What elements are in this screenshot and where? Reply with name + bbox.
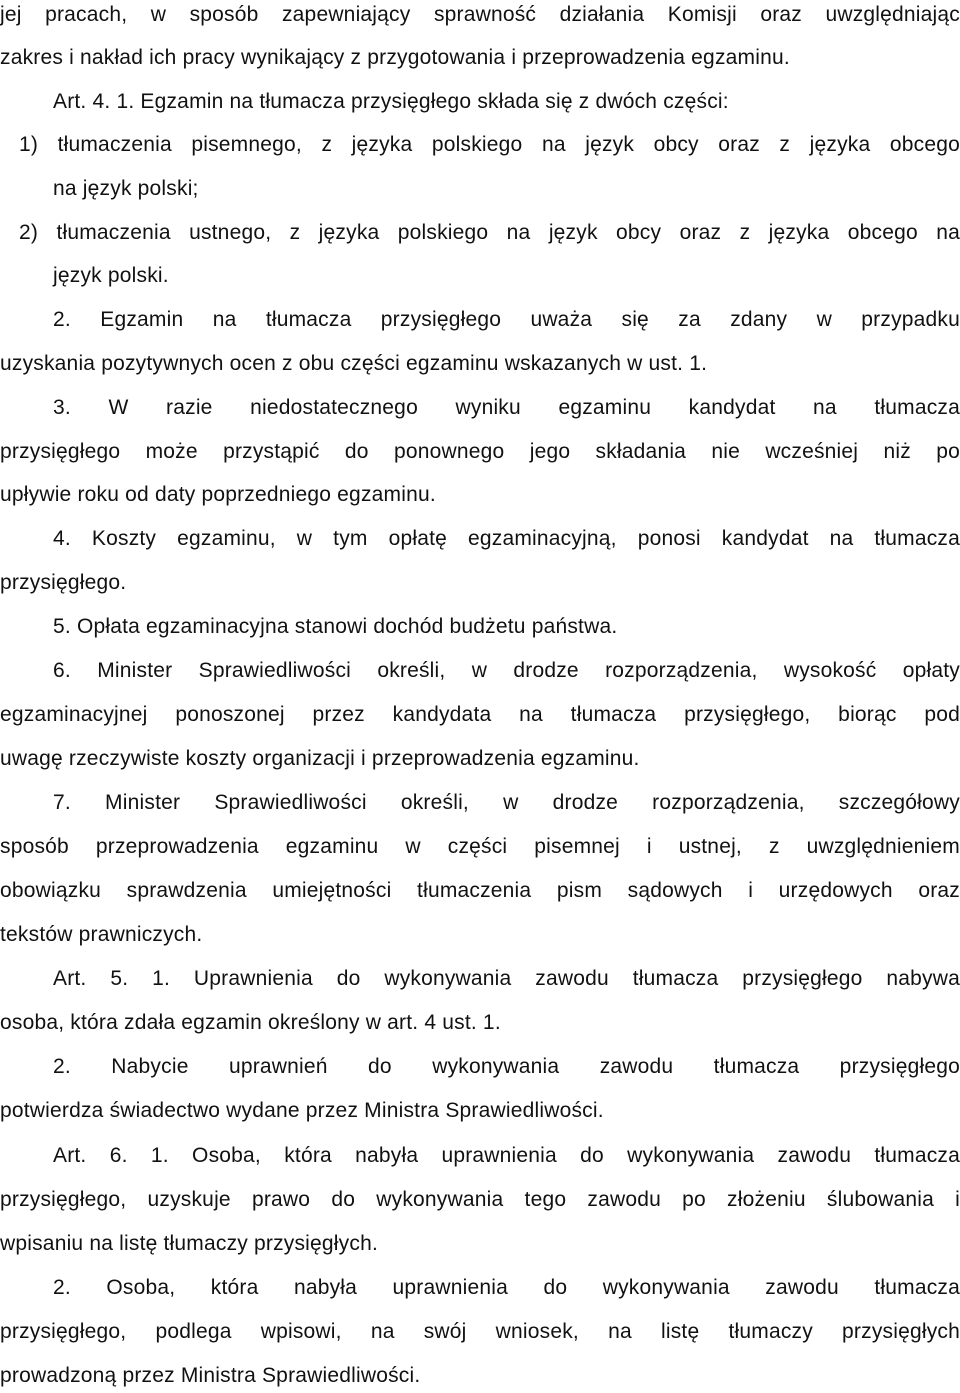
list-item: 2) tłumaczenia ustnego, z języka polskiego na język obcy oraz z języka obcego na <box>19 221 960 244</box>
text-line: egzaminacyjnej ponoszonej przez kandydata na tłumacza przysięgłego, biorąc pod <box>0 703 960 726</box>
list-item-continuation: język polski. <box>53 264 169 287</box>
list-item-continuation: na język polski; <box>53 177 199 200</box>
paragraph-start-line: 2. Osoba, która nabyła uprawnienia do wykonywania zawodu tłumacza <box>53 1276 960 1299</box>
paragraph-start-line: 5. Opłata egzaminacyjna stanowi dochód budżetu państwa. <box>53 615 618 638</box>
text-line: obowiązku sprawdzenia umiejętności tłumaczenia pism sądowych i urzędowych oraz <box>0 879 960 902</box>
text-line: zakres i nakład ich pracy wynikający z przygotowania i przeprowadzenia egzaminu. <box>0 46 790 69</box>
paragraph-start-line: 2. Nabycie uprawnień do wykonywania zawodu tłumacza przysięgłego <box>53 1055 960 1078</box>
list-item: 1) tłumaczenia pisemnego, z języka polskiego na język obcy oraz z języka obcego <box>19 133 960 156</box>
paragraph-start-line: 4. Koszty egzaminu, w tym opłatę egzaminacyjną, ponosi kandydat na tłumacza <box>53 527 960 550</box>
text-line: przysięgłego. <box>0 571 127 594</box>
article-heading-line: Art. 6. 1. Osoba, która nabyła uprawnienia do wykonywania zawodu tłumacza <box>53 1144 960 1167</box>
text-line: sposób przeprowadzenia egzaminu w części pisemnej i ustnej, z uwzględnieniem <box>0 835 960 858</box>
paragraph-start-line: 7. Minister Sprawiedliwości określi, w drodze rozporządzenia, szczegółowy <box>53 791 960 814</box>
text-line: uzyskania pozytywnych ocen z obu części egzaminu wskazanych w ust. 1. <box>0 352 708 375</box>
paragraph-start-line: 3. W razie niedostatecznego wyniku egzaminu kandydat na tłumacza <box>53 396 960 419</box>
article-heading-line: Art. 4. 1. Egzamin na tłumacza przysięgłego składa się z dwóch części: <box>53 90 729 113</box>
text-line: jej pracach, w sposób zapewniający sprawność działania Komisji oraz uwzględniając <box>0 3 960 26</box>
article-heading-line: Art. 5. 1. Uprawnienia do wykonywania zawodu tłumacza przysięgłego nabywa <box>53 967 960 990</box>
text-line: uwagę rzeczywiste koszty organizacji i przeprowadzenia egzaminu. <box>0 747 640 770</box>
text-line: potwierdza świadectwo wydane przez Ministra Sprawiedliwości. <box>0 1099 604 1122</box>
text-line: przysięgłego może przystąpić do ponownego jego składania nie wcześniej niż po <box>0 440 960 463</box>
paragraph-start-line: 2. Egzamin na tłumacza przysięgłego uważa się za zdany w przypadku <box>53 308 960 331</box>
text-line: przysięgłego, podlega wpisowi, na swój wniosek, na listę tłumaczy przysięgłych <box>0 1320 960 1343</box>
paragraph-start-line: 6. Minister Sprawiedliwości określi, w drodze rozporządzenia, wysokość opłaty <box>53 659 960 682</box>
text-line: upływie roku od daty poprzedniego egzaminu. <box>0 483 436 506</box>
text-line: prowadzoną przez Ministra Sprawiedliwości. <box>0 1364 421 1387</box>
text-line: wpisaniu na listę tłumaczy przysięgłych. <box>0 1232 378 1255</box>
text-line: przysięgłego, uzyskuje prawo do wykonywania tego zawodu po złożeniu ślubowania i <box>0 1188 960 1211</box>
text-line: tekstów prawniczych. <box>0 923 203 946</box>
text-line: osoba, która zdała egzamin określony w art. 4 ust. 1. <box>0 1011 501 1034</box>
